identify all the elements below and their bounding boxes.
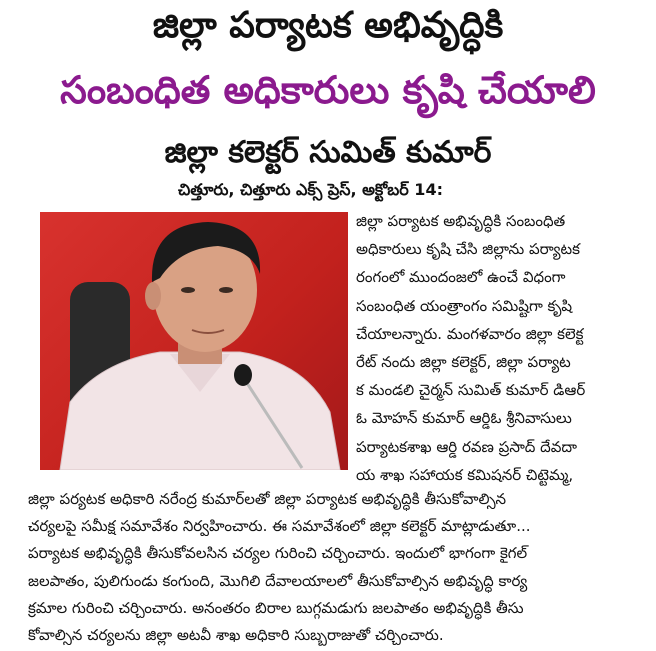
subheadline: జిల్లా కలెక్టర్ సుమిత్ కుమార్	[164, 135, 492, 170]
body-line: సంబంధిత యంత్రాంగం సమిష్టిగా కృషి	[356, 296, 573, 315]
body-line: పర్యాటక అభివృద్ధికి తీసుకోవలసిన చర్యల గురించి చర్చించారు. ఇందులో భాగంగా కైగల్	[28, 544, 528, 563]
body-line: జలపాతం, పులిగుండు కంగుంది, మొగిలి దేవాలయాలలో తీసుకోవాల్సిన అభివృద్ధి కార్య	[28, 571, 528, 590]
body-line: క మండలి చైర్మన్ సుమిత్ కుమార్ డిఆర్	[356, 381, 586, 400]
collector-photo	[40, 212, 348, 470]
body-line: పర్యాటకశాఖ ఆర్డి రవణ ప్రసాద్ దేవదా	[356, 437, 578, 456]
body-line: య శాఖ సహాయక కమిషనర్ చిట్టెమ్మ,	[356, 465, 574, 484]
body-line: ఓ మోహన్ కుమార్ ఆర్డిఓ శ్రీనివాసులు	[356, 409, 572, 428]
body-line: కోవాల్సిన చర్యలను జిల్లా అటవీ శాఖ అధికారి సుబ్బరాజుతో చర్చించారు.	[28, 626, 444, 644]
body-line: క్రమాల గురించి చర్చించారు. అనంతరం బిరాల బుగ్గమడుగు జలపాతం అభివృద్ధికి తీసు	[28, 598, 524, 617]
body-line: అధికారులు కృషి చేసి జిల్లాను పర్యాటక	[356, 240, 580, 259]
body-line: రేట్ నందు జిల్లా కలెక్టర్, జిల్లా పర్యాట	[356, 353, 571, 371]
body-line: చేయాలన్నారు. మంగళవారం జిల్లా కలెక్ట	[356, 324, 584, 343]
headline-line-1: జిల్లా పర్యాటక అభివృద్ధికి	[152, 5, 504, 46]
body-line: చర్యలపై సమీక్ష సమావేశం నిర్వహించారు. ఈ సమావేశంలో జిల్లా కలెక్టర్ మాట్లాడుతూ...	[28, 517, 531, 536]
headline-line-2: సంబంధిత అధికారులు కృషి చేయాలి	[60, 68, 596, 112]
body-line: రంగంలో ముందంజలో ఉంచే విధంగా	[356, 268, 566, 287]
body-line: జిల్లా పర్యటక అధికారి నరేంద్ర కుమార్‌లతో జిల్లా పర్యాటక అభివృద్ధికి తీసుకోవాల్సిన	[28, 490, 507, 508]
dateline: చిత్తూరు, చిత్తూరు ఎక్స్ ప్రెస్, అక్టోబర్ 14:	[178, 180, 443, 199]
body-line: జిల్లా పర్యాటక అభివృద్ధికి సంబంధిత	[356, 212, 566, 230]
person-portrait-icon	[40, 212, 348, 470]
